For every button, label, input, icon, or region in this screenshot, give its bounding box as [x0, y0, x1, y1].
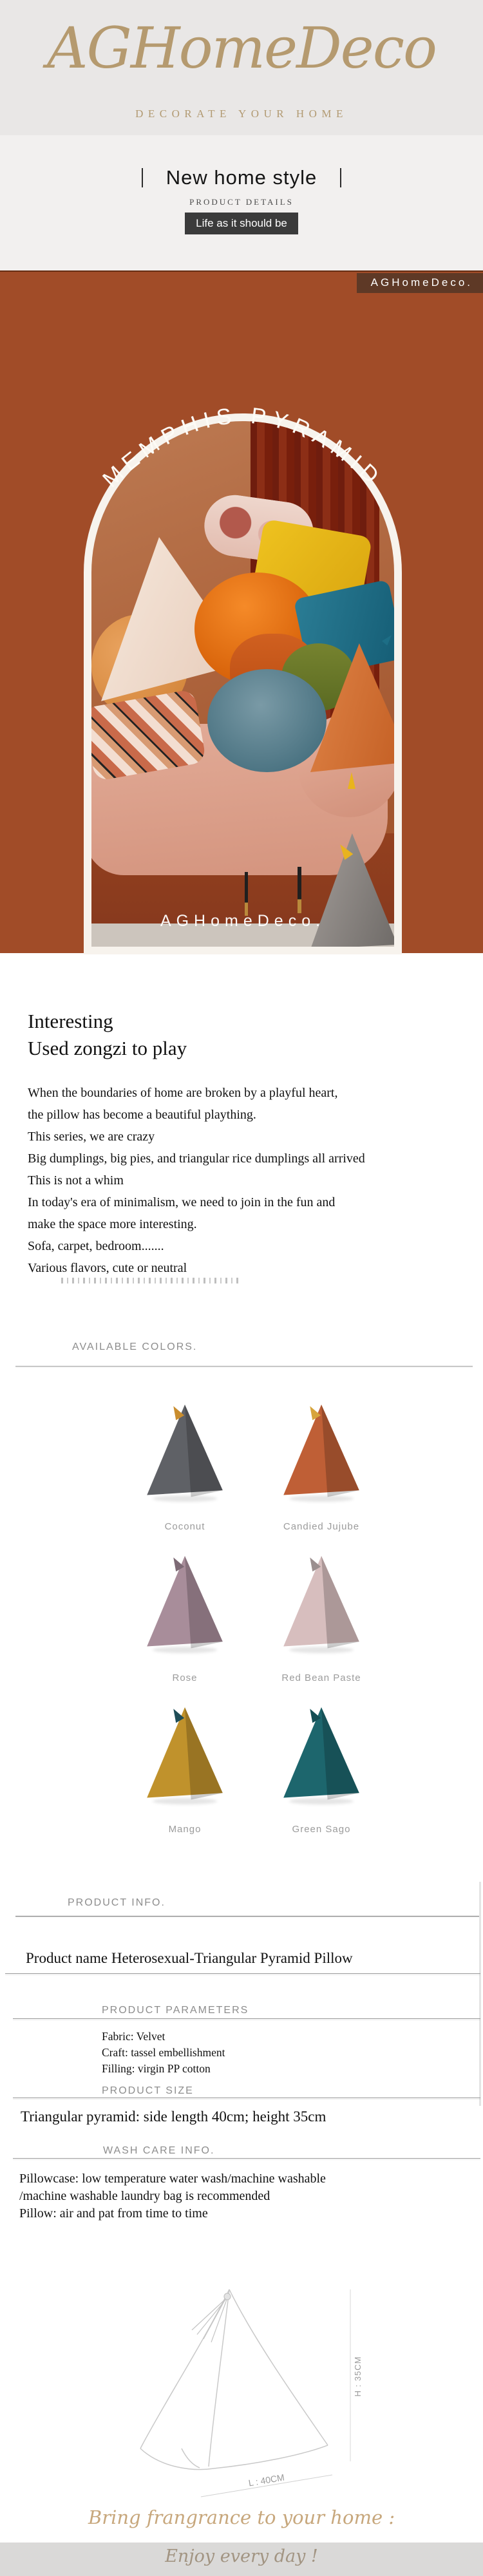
tassel-sketch: [192, 2293, 231, 2342]
color-name: Red Bean Paste: [281, 1672, 361, 1683]
parameter-line: Filling: virgin PP cotton: [102, 2062, 211, 2075]
paragraph-line: Sofa, carpet, bedroom.......: [28, 1239, 164, 1253]
banner-title: New home style: [166, 166, 317, 189]
length-dimension: [201, 2472, 332, 2497]
parameter-line: Fabric: Velvet: [102, 2030, 166, 2043]
brand-tagline: DECORATE YOUR HOME: [135, 108, 348, 120]
length-label: L : 40CM: [247, 2472, 285, 2488]
product-parameters-title: PRODUCT PARAMETERS: [102, 2005, 249, 2016]
paragraph-line: When the boundaries of home are broken by a playful heart,: [28, 1086, 338, 1100]
brand-header: [0, 0, 483, 135]
blue-velvet-round-pillow: [207, 669, 327, 772]
intro-title-line2: Used zongzi to play: [28, 1037, 187, 1059]
color-swatch-green-sago: [273, 1701, 370, 1833]
banner-subtitle: PRODUCT DETAILS: [189, 197, 294, 207]
section-rule: [5, 1973, 480, 1974]
pyramid-swatch: [146, 1554, 223, 1649]
color-name: Rose: [172, 1672, 198, 1683]
left-divider-bar: [142, 168, 143, 187]
color-swatch-coconut: [137, 1399, 233, 1531]
right-edge-line: [479, 1882, 481, 2106]
section-rule: [15, 1916, 480, 1917]
color-swatch-mango: [137, 1701, 233, 1833]
paragraph-line: Big dumplings, big pies, and triangular rice dumplings all arrived: [28, 1151, 365, 1166]
wash-care-line: /machine washable laundry bag is recommended: [19, 2189, 270, 2203]
pyramid-swatch: [283, 1554, 360, 1649]
slogan-badge: Life as it should be: [185, 213, 298, 234]
pyramid-swatch: [283, 1403, 360, 1498]
hero-watermark: AGHomeDeco.: [160, 912, 326, 930]
pyramid-outline: [140, 2289, 328, 2470]
wash-care-list: [19, 2170, 326, 2222]
banner-title-row: [0, 166, 483, 189]
badge-row: [0, 213, 483, 234]
wash-care-line: Pillow: air and pat from time to time: [19, 2206, 208, 2221]
intro-paragraph: [28, 1082, 466, 1279]
color-name: Mango: [168, 1824, 202, 1835]
right-divider-bar: [340, 168, 341, 187]
product-size-title: PRODUCT SIZE: [102, 2085, 194, 2096]
brand-logo: AGHomeDeco: [47, 15, 436, 81]
height-dimension: [350, 2289, 363, 2461]
illegible-clipped-text: [61, 1278, 238, 1283]
arc-title-text: MEMPHIS PYRAMID: [97, 402, 388, 493]
product-name-row: [26, 1950, 353, 1967]
available-colors-title: AVAILABLE COLORS.: [72, 1341, 198, 1352]
color-name: Coconut: [164, 1521, 205, 1532]
sofa-leg: [298, 867, 301, 913]
hero-banner: [0, 270, 483, 953]
banner-section: [0, 135, 483, 270]
paragraph-line: This is not a whim: [28, 1173, 124, 1188]
section-rule: [13, 2018, 480, 2019]
paragraph-line: This series, we are crazy: [28, 1130, 155, 1144]
color-swatch-rose: [137, 1550, 233, 1682]
section-rule: [13, 2158, 480, 2159]
color-name: Green Sago: [292, 1824, 351, 1835]
color-swatch-candied-jujube: [273, 1399, 370, 1531]
paragraph-line: Various flavors, cute or neutral: [28, 1261, 187, 1275]
intro-title-line1: Interesting: [28, 1010, 113, 1032]
wash-care-title: WASH CARE INFO.: [103, 2145, 215, 2156]
footer-script-line2: Enjoy every day !: [165, 2546, 318, 2566]
arch-frame: [84, 413, 402, 954]
dimension-diagram: [0, 2280, 483, 2512]
pyramid-swatch: [283, 1705, 360, 1801]
section-rule: [15, 1366, 473, 1367]
product-info-title: PRODUCT INFO.: [68, 1897, 166, 1908]
height-label: H : 35CM: [353, 2356, 363, 2397]
footer-script-line1: Bring frangrance to your home :: [88, 2506, 395, 2528]
product-size-text: Triangular pyramid: side length 40cm; height 35cm: [21, 2108, 327, 2125]
paragraph-line: the pillow has become a beautiful plaything.: [28, 1108, 256, 1122]
svg-text:MEMPHIS PYRAMID: [98, 403, 388, 493]
parameter-list: [102, 2029, 225, 2077]
product-name-value: Heterosexual-Triangular Pyramid Pillow: [111, 1950, 353, 1966]
paragraph-line: In today's era of minimalism, we need to join in the fun and: [28, 1195, 336, 1209]
color-swatch-red-bean-paste: [273, 1550, 370, 1682]
parameter-line: Craft: tassel embellishment: [102, 2046, 225, 2059]
pyramid-swatch: [146, 1705, 223, 1801]
color-name: Candied Jujube: [283, 1521, 360, 1532]
hero-photo: [91, 421, 394, 947]
arched-title: [0, 272, 483, 494]
sofa-leg: [245, 872, 248, 916]
paragraph-line: make the space more interesting.: [28, 1217, 197, 1231]
wash-care-line: Pillowcase: low temperature water wash/machine washable: [19, 2172, 326, 2186]
pyramid-swatch: [146, 1403, 223, 1498]
product-name-label: Product name: [26, 1950, 108, 1966]
hero-brand-label: AGHomeDeco.: [357, 273, 483, 293]
